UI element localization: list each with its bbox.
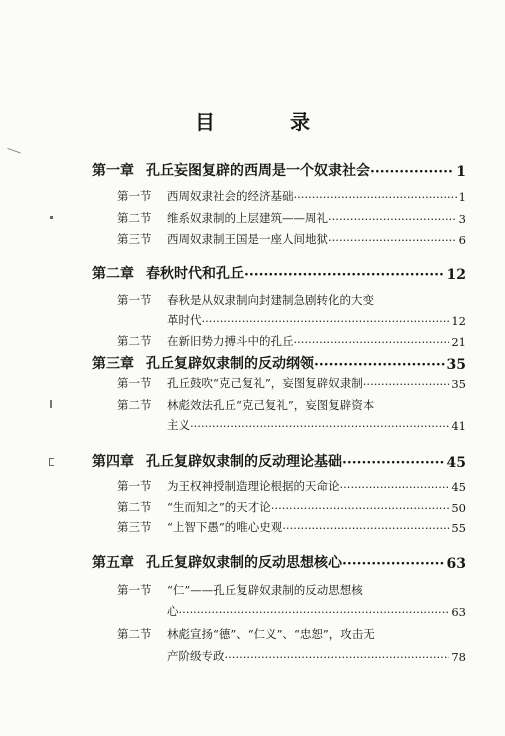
toc-section-3-1: [117, 375, 466, 391]
section-title: 孔丘鼓吹“克己复礼”，妄图复辟奴隶制: [167, 376, 363, 390]
scan-mark: [50, 400, 52, 408]
chapter-title: 孔丘妄图复辟的西周是一个奴隶社会: [146, 163, 370, 179]
section-title: 在新旧势力搏斗中的孔丘: [167, 334, 294, 348]
section-title: 维系奴隶制的上层建筑——周礼: [167, 211, 328, 225]
scan-mark: [49, 458, 54, 466]
dot-leader: [190, 419, 449, 433]
dot-leader: [314, 357, 445, 373]
toc-section-2-2: [117, 333, 466, 349]
dot-leader: [342, 455, 445, 471]
section-number: 第一节: [117, 376, 152, 390]
dot-leader: [294, 335, 450, 349]
section-title: 林彪宣扬“德”、“仁义”、“忠恕”，攻击无: [167, 627, 375, 641]
page-number: 6: [458, 233, 466, 247]
toc-section-5-1: [117, 582, 466, 598]
section-title: 西周奴隶制王国是一座人间地狱: [167, 232, 328, 246]
dot-leader: [363, 377, 450, 391]
section-title: 为王权神授制造理论根据的天命论: [167, 479, 340, 493]
page-number: 35: [451, 377, 466, 391]
section-number: 第二节: [117, 627, 152, 641]
page-number: 1: [456, 164, 466, 180]
section-number: 第二节: [117, 211, 152, 225]
toc-section-4-2: [117, 499, 466, 515]
page-number: 12: [451, 314, 466, 328]
section-number: 第一节: [117, 479, 152, 493]
section-number: 第二节: [117, 500, 152, 514]
page-number: 55: [451, 521, 466, 535]
chapter-title: 孔丘复辟奴隶制的反动纲领: [146, 356, 314, 372]
chapter-number: 第二章: [92, 266, 134, 282]
chapter-title: 孔丘复辟奴隶制的反动思想核心: [146, 555, 342, 571]
dot-leader: [328, 233, 457, 247]
section-number: 第一节: [117, 189, 152, 203]
toc-section-4-3: [117, 519, 466, 535]
toc-section-2-1: [117, 292, 466, 308]
toc-section-1-3: [117, 231, 466, 247]
page-number: 78: [451, 650, 466, 664]
toc-section-5-2-continued: [167, 648, 466, 664]
page-number: 45: [451, 480, 466, 494]
section-number: 第二节: [117, 398, 152, 412]
scan-mark: [50, 216, 53, 219]
section-title: 林彪效法孔丘“克己复礼”，妄图复辟资本: [167, 398, 375, 412]
dot-leader: [294, 190, 457, 204]
section-title: “上智下愚”的唯心史观: [167, 520, 283, 534]
page-number: 35: [446, 357, 466, 373]
page-number: 50: [451, 501, 466, 515]
dot-leader: [202, 314, 450, 328]
toc-section-5-1-continued: [167, 603, 466, 619]
section-title: “生而知之”的天才论: [167, 500, 271, 514]
dot-leader: [370, 164, 454, 180]
page-number: 1: [458, 190, 466, 204]
toc-section-2-1-continued: [167, 312, 466, 328]
page-number: 63: [451, 605, 466, 619]
page-number: 21: [451, 335, 466, 349]
page-number: 3: [458, 212, 466, 226]
dot-leader: [342, 556, 445, 572]
dot-leader: [328, 212, 457, 226]
section-title-continued: 主义: [167, 418, 190, 432]
toc-chapter-2: [92, 263, 466, 283]
section-number: 第二节: [117, 334, 152, 348]
page-title: 目 录: [195, 110, 344, 134]
section-number: 第一节: [117, 293, 152, 307]
chapter-number: 第四章: [92, 454, 134, 470]
chapter-title: 孔丘复辟奴隶制的反动理论基础: [146, 454, 342, 470]
dot-leader: [244, 267, 445, 283]
chapter-title: 春秋时代和孔丘: [146, 266, 244, 282]
toc-section-3-2: [117, 397, 466, 413]
page-number: 12: [446, 267, 466, 283]
section-title-continued: 产阶级专政: [167, 649, 225, 663]
toc-section-1-2: [117, 210, 466, 226]
section-title: 春秋是从奴隶制向封建制急剧转化的大变: [167, 293, 374, 307]
dot-leader: [179, 605, 450, 619]
dot-leader: [282, 521, 449, 535]
section-number: 第三节: [117, 520, 152, 534]
toc-section-3-2-continued: [167, 417, 466, 433]
section-title-continued: 心: [167, 604, 179, 618]
dot-leader: [340, 480, 450, 494]
dot-leader: [271, 501, 450, 515]
toc-chapter-1: [92, 160, 466, 180]
section-title-continued: 革时代: [167, 313, 202, 327]
page-number: 45: [446, 455, 466, 471]
chapter-number: 第三章: [92, 356, 134, 372]
toc-section-1-1: [117, 188, 466, 204]
section-title: 西周奴隶社会的经济基础: [167, 189, 294, 203]
toc-chapter-5: [92, 552, 466, 572]
toc-section-4-1: [117, 478, 466, 494]
toc-chapter-4: [92, 451, 466, 471]
toc-section-5-2: [117, 626, 466, 642]
page-number: 41: [451, 419, 466, 433]
section-number: 第三节: [117, 232, 152, 246]
section-title: “仁”——孔丘复辟奴隶制的反动思想核: [167, 583, 363, 597]
section-number: 第一节: [117, 583, 152, 597]
dot-leader: [225, 650, 450, 664]
chapter-number: 第五章: [92, 555, 134, 571]
toc-chapter-3: [92, 353, 466, 373]
chapter-number: 第一章: [92, 163, 134, 179]
page-number: 63: [446, 556, 466, 572]
